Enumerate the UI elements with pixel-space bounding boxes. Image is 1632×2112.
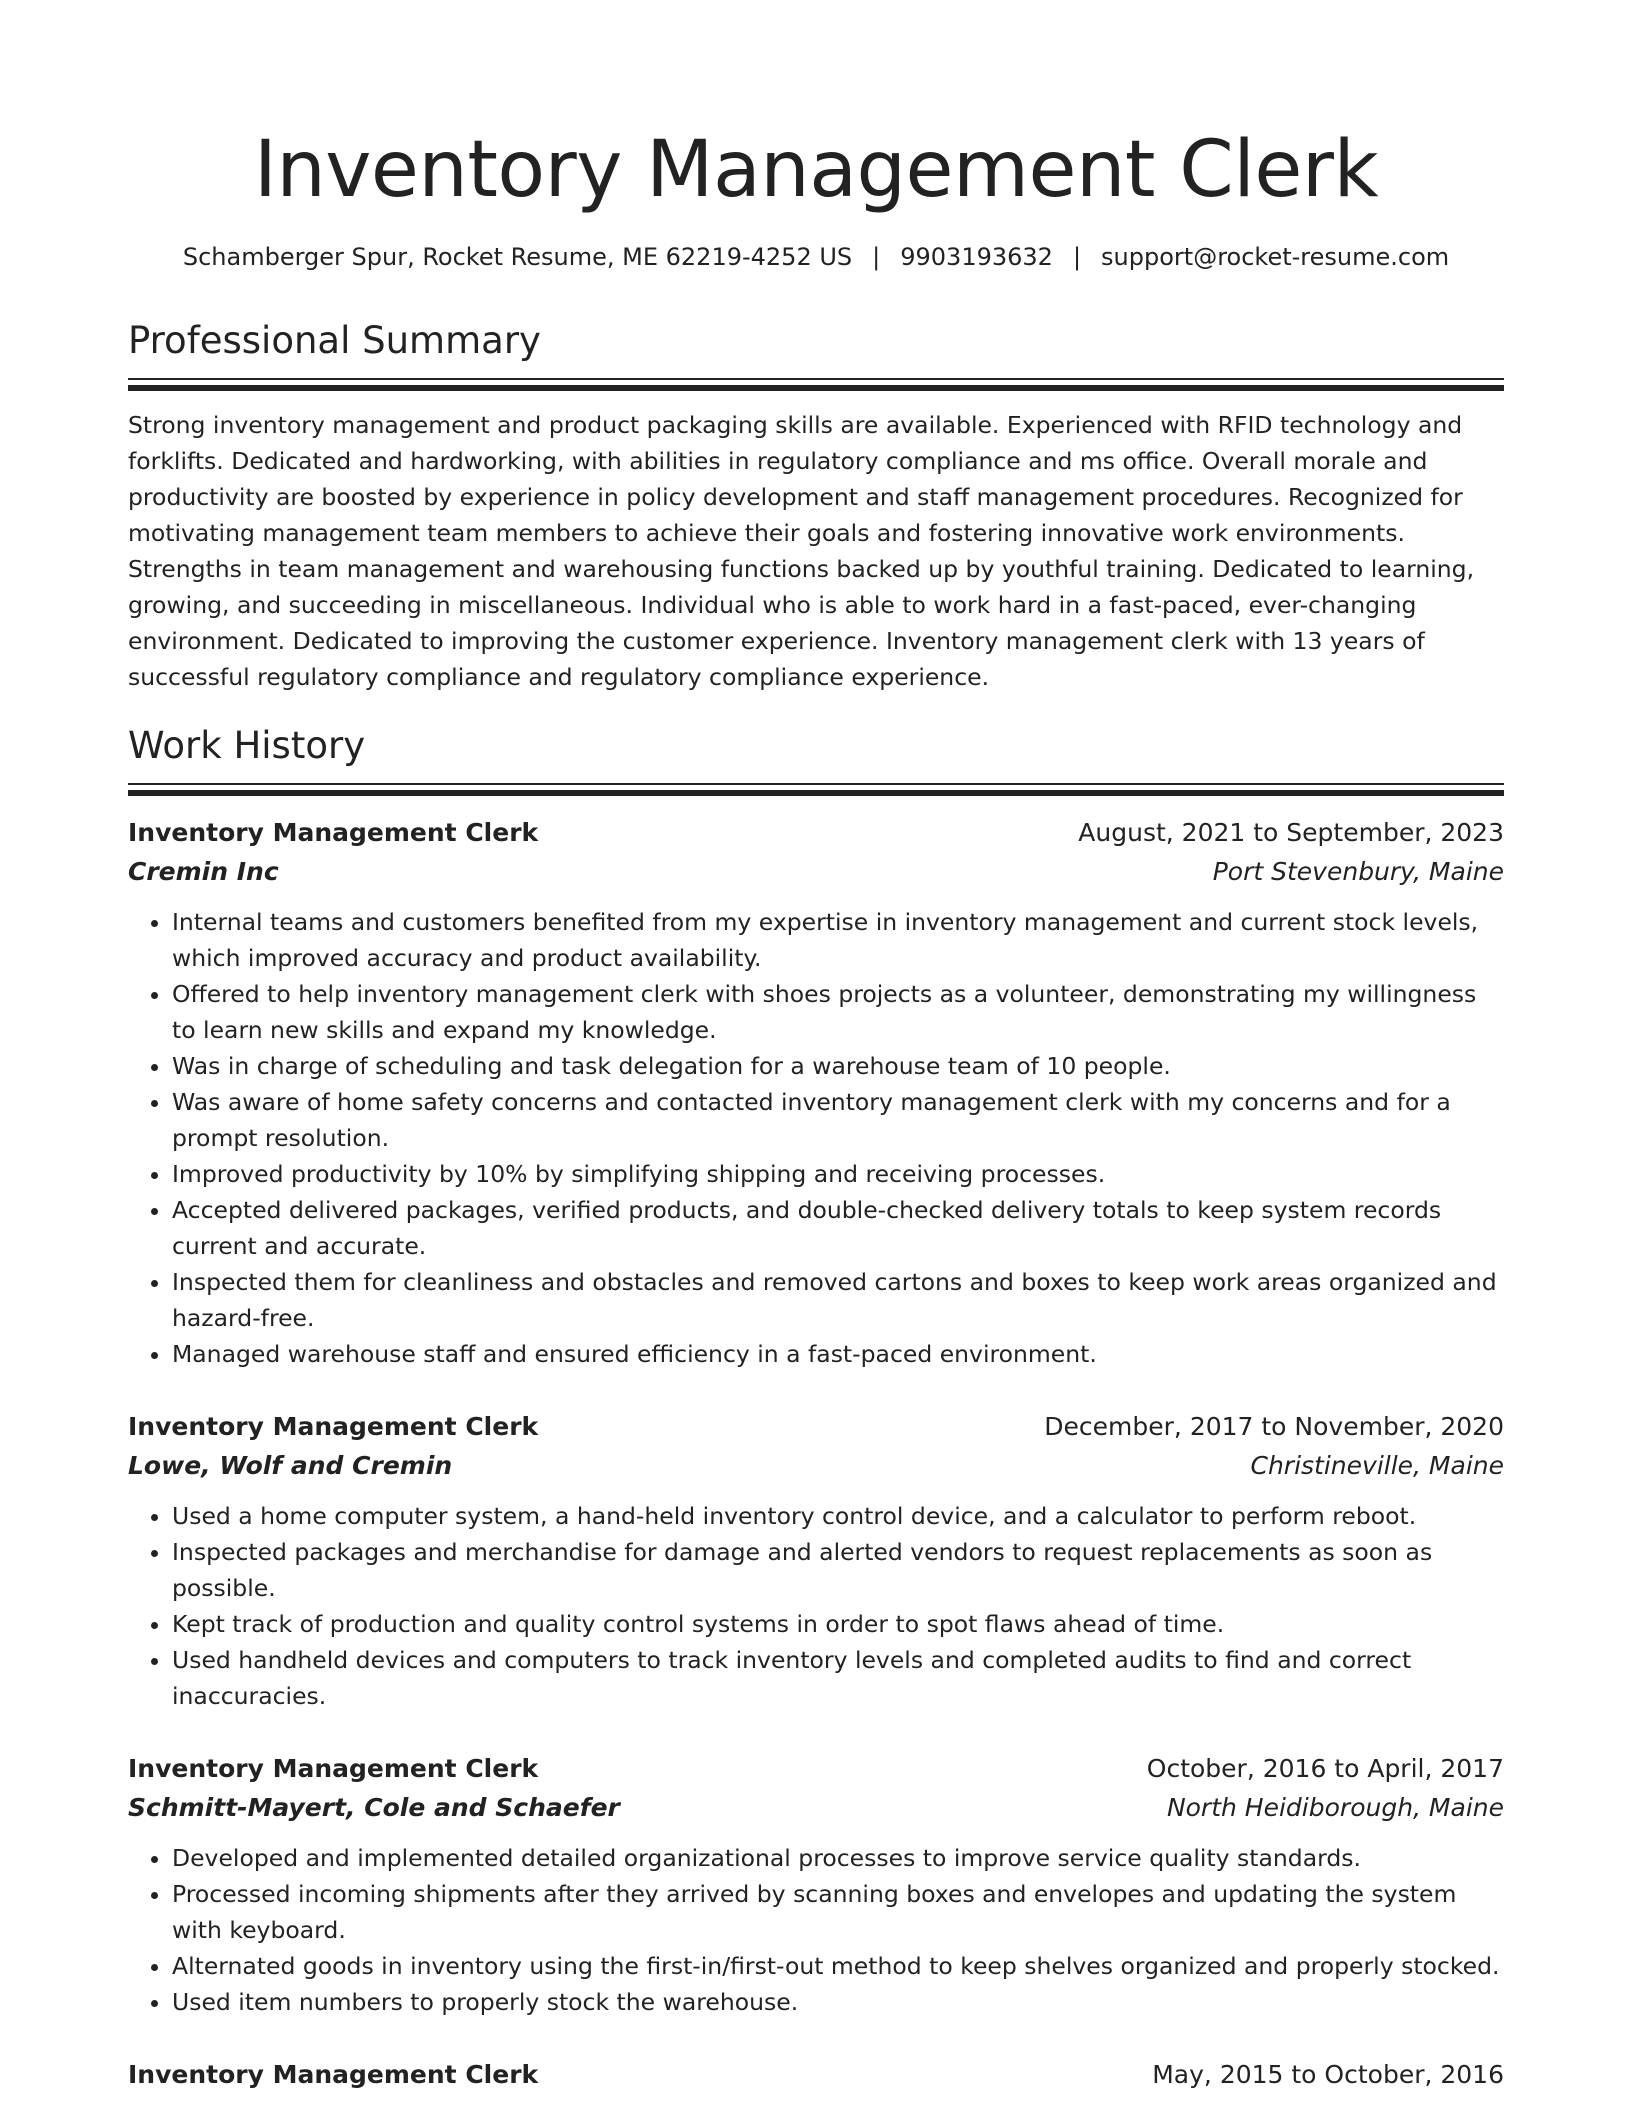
- job-entry: [128, 1750, 1504, 2020]
- job-title: Inventory Management Clerk: [128, 1754, 539, 1783]
- job-location: Christineville, Maine: [1250, 1451, 1504, 1480]
- job-dates: August, 2021 to September, 2023: [1078, 818, 1504, 847]
- work-history-heading: Work History: [128, 724, 366, 767]
- job-bullets: [128, 1840, 1504, 2020]
- job-entry: [128, 814, 1504, 1372]
- job-dates: October, 2016 to April, 2017: [1146, 1754, 1504, 1783]
- job-bullet: • Used handheld devices and computers to track inventory levels and completed audits to find and correct inaccuracies.: [172, 1642, 1504, 1714]
- job-bullets: [128, 1498, 1504, 1714]
- section-divider-thick: [128, 385, 1504, 391]
- resume-page: [128, 0, 1504, 2094]
- job-bullet: • Inspected packages and merchandise for damage and alerted vendors to request replacements as soon as possible.: [172, 1534, 1504, 1606]
- job-title: Inventory Management Clerk: [128, 818, 539, 847]
- job-bullet: • Accepted delivered packages, verified products, and double-checked delivery totals to keep system records current and accurate.: [172, 1192, 1504, 1264]
- contact-separator: |: [872, 243, 881, 271]
- job-bullet: • Used item numbers to properly stock the warehouse.: [172, 1984, 1504, 2020]
- contact-email: support@rocket-resume.com: [1101, 243, 1450, 271]
- job-title: Inventory Management Clerk: [128, 1412, 539, 1441]
- section-divider-thick: [128, 790, 1504, 796]
- summary-section: [128, 318, 1504, 695]
- summary-text: Strong inventory management and product packaging skills are available. Experienced with RFID technology and forklifts. Dedicated and hardworking, with abilities in regulatory compliance and ms office. Overall morale and productivity are boosted by experience in policy development and staff management procedures. Recognized for motivating management team members to achieve their goals and fostering innovative work environments. Strengths in team management and warehousing functions backed up by youthful training. Dedicated to learning, growing, and succeeding in miscellaneous. Individual who is able to work hard in a fast-paced, ever-changing environment. Dedicated to improving the customer experience. Inventory management clerk with 13 years of successful regulatory compliance and regulatory compliance experience.: [128, 411, 1475, 691]
- job-title: Inventory Management Clerk: [128, 2060, 539, 2089]
- job-company: Lowe, Wolf and Cremin: [128, 1451, 453, 1480]
- job-bullet: • Internal teams and customers benefited from my expertise in inventory management and current stock levels, which improved accuracy and product availability.: [172, 904, 1504, 976]
- job-entry: [128, 1408, 1504, 1714]
- job-entry: [128, 2056, 1504, 2094]
- contact-separator: |: [1072, 243, 1082, 271]
- section-divider: [128, 378, 1504, 380]
- contact-line: [128, 240, 1504, 274]
- job-bullet: • Alternated goods in inventory using the first-in/first-out method to keep shelves organized and properly stocked.: [172, 1948, 1504, 1984]
- job-bullet: • Was in charge of scheduling and task delegation for a warehouse team of 10 people.: [172, 1048, 1504, 1084]
- contact-phone: 9903193632: [900, 243, 1053, 271]
- job-company: Schmitt-Mayert, Cole and Schaefer: [128, 1793, 620, 1822]
- contact-address: Schamberger Spur, Rocket Resume, ME 62219-4252 US: [182, 243, 853, 271]
- job-bullets: [128, 904, 1504, 1372]
- job-bullet: • Managed warehouse staff and ensured efficiency in a fast-paced environment.: [172, 1336, 1504, 1372]
- job-dates: May, 2015 to October, 2016: [1152, 2060, 1504, 2089]
- job-bullet: • Was aware of home safety concerns and contacted inventory management clerk with my concerns and for a prompt resolution.: [172, 1084, 1504, 1156]
- section-divider: [128, 783, 1504, 785]
- job-bullet: • Developed and implemented detailed organizational processes to improve service quality standards.: [172, 1840, 1504, 1876]
- summary-heading: Professional Summary: [128, 319, 541, 362]
- job-bullet: • Kept track of production and quality control systems in order to spot flaws ahead of time.: [172, 1606, 1504, 1642]
- resume-name: Inventory Management Clerk: [253, 125, 1379, 215]
- job-bullet: • Used a home computer system, a hand-held inventory control device, and a calculator to perform reboot.: [172, 1498, 1504, 1534]
- job-dates: December, 2017 to November, 2020: [1044, 1412, 1504, 1441]
- job-bullet: • Processed incoming shipments after they arrived by scanning boxes and envelopes and updating the system with keyboard.: [172, 1876, 1504, 1948]
- job-bullet: • Improved productivity by 10% by simplifying shipping and receiving processes.: [172, 1156, 1504, 1192]
- job-company: Cremin Inc: [128, 857, 279, 886]
- job-bullet: • Inspected them for cleanliness and obstacles and removed cartons and boxes to keep work areas organized and hazard-free.: [172, 1264, 1504, 1336]
- work-history-section: [128, 723, 1504, 2094]
- job-location: Port Stevenbury, Maine: [1212, 857, 1504, 886]
- job-bullet: • Offered to help inventory management clerk with shoes projects as a volunteer, demonstrating my willingness to learn new skills and expand my knowledge.: [172, 976, 1504, 1048]
- job-location: North Heidiborough, Maine: [1166, 1793, 1504, 1822]
